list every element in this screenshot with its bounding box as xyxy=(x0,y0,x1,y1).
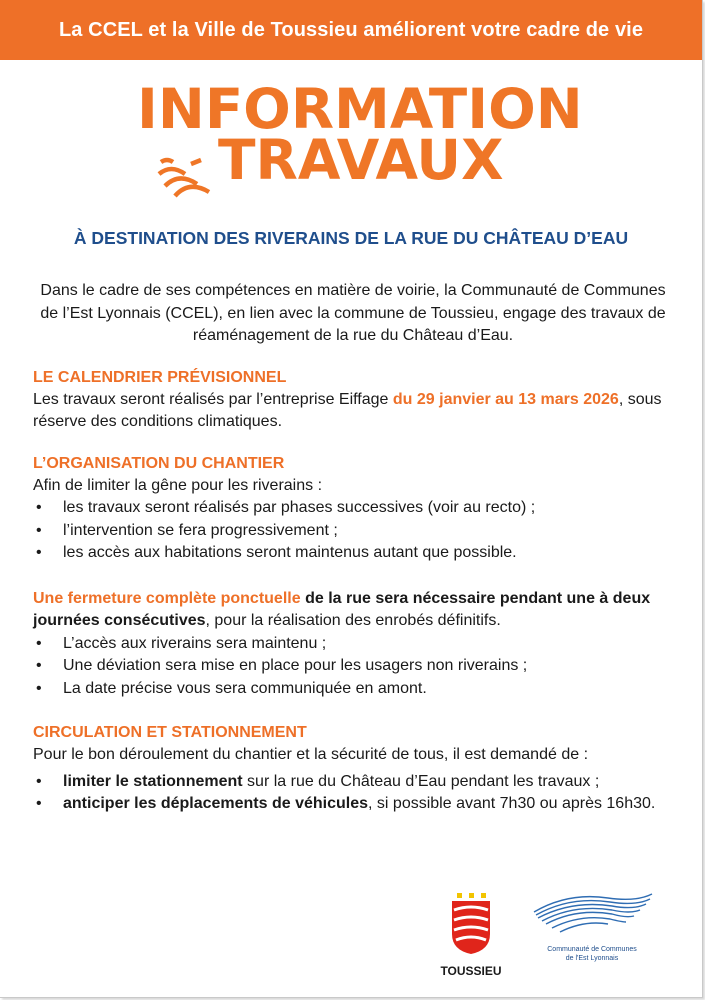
top-banner xyxy=(0,0,702,60)
closure-highlight: Une fermeture complète ponctuelle xyxy=(33,589,301,607)
circulation-item-bold: anticiper les déplacements de véhicules xyxy=(63,795,369,812)
ccel-name-line2: de l'Est Lyonnais xyxy=(565,955,619,962)
ccel-name-line1: Communauté de Communes xyxy=(547,946,637,953)
circulation-heading: CIRCULATION ET STATIONNEMENT xyxy=(33,724,307,741)
list-item: • les travaux seront réalisés par phases successives (voir au recto) ; xyxy=(33,497,673,520)
calendar-text-after: , sous réserve des conditions climatiques. xyxy=(33,390,662,430)
ccel-name xyxy=(528,945,656,963)
toussieu-name: TOUSSIEU xyxy=(440,964,502,978)
calendar-section xyxy=(33,367,673,434)
circulation-list xyxy=(33,771,673,816)
road-stripes-icon xyxy=(157,152,215,198)
closure-bold: de la rue sera nécessaire pendant une à deux journées consécutives xyxy=(33,589,651,629)
list-item xyxy=(33,771,673,794)
list-item: • les accès aux habitations seront maintenus autant que possible. xyxy=(33,542,673,565)
banner-text: La CCEL et la Ville de Toussieu améliorent votre cadre de vie xyxy=(58,18,644,41)
calendar-dates: du 29 janvier au 13 mars 2026 xyxy=(392,390,619,408)
organisation-list xyxy=(33,497,673,565)
list-item xyxy=(33,793,673,816)
circulation-intro: Pour le bon déroulement du chantier et la sécurité de tous, il est demandé de : xyxy=(33,746,589,763)
calendar-text xyxy=(33,389,673,434)
ccel-logo xyxy=(528,888,656,978)
closure-rest: , pour la réalisation des enrobés définitifs. xyxy=(205,612,501,629)
list-item: • l’intervention se fera progressivement ; xyxy=(33,520,673,543)
list-item: • L’accès aux riverains sera maintenu ; xyxy=(33,633,673,656)
calendar-text-before: Les travaux seront réalisés par l’entreprise Eiffage xyxy=(33,390,393,408)
list-item: • Une déviation sera mise en place pour les usagers non riverains ; xyxy=(33,655,673,678)
audience-subtitle: À DESTINATION DES RIVERAINS DE LA RUE DU CHÂTEAU D’EAU xyxy=(73,228,629,248)
circulation-item-bold: limiter le stationnement xyxy=(63,772,243,790)
title-information: INFORMATION xyxy=(137,77,583,141)
intro-paragraph: Dans le cadre de ses compétences en matière de voirie, la Communauté de Communes de l’Est Lyonnais (CCEL), en lien avec la commune de Toussieu, engage des travaux de réaménagement de la rue du Château d’Eau. xyxy=(40,282,666,344)
body-content xyxy=(33,280,673,816)
circulation-item-text: sur la rue du Château d’Eau pendant les travaux ; xyxy=(242,772,600,790)
organisation-section xyxy=(33,453,673,565)
closure-list xyxy=(33,633,673,701)
toussieu-coat-of-arms-icon xyxy=(433,888,509,960)
circulation-item-text: , si possible avant 7h30 ou après 16h30. xyxy=(368,795,656,812)
closure-paragraph xyxy=(33,588,673,633)
list-item: • La date précise vous sera communiquée en amont. xyxy=(33,678,673,701)
organisation-intro: Afin de limiter la gêne pour les riverains : xyxy=(33,476,323,494)
toussieu-logo xyxy=(433,888,509,978)
ccel-waves-icon xyxy=(528,888,656,944)
circulation-section xyxy=(33,722,673,816)
closure-section xyxy=(33,588,673,701)
organisation-heading: L’ORGANISATION DU CHANTIER xyxy=(33,454,285,472)
title-travaux: TRAVAUX xyxy=(218,128,504,192)
calendar-heading: LE CALENDRIER PRÉVISIONNEL xyxy=(33,368,287,386)
